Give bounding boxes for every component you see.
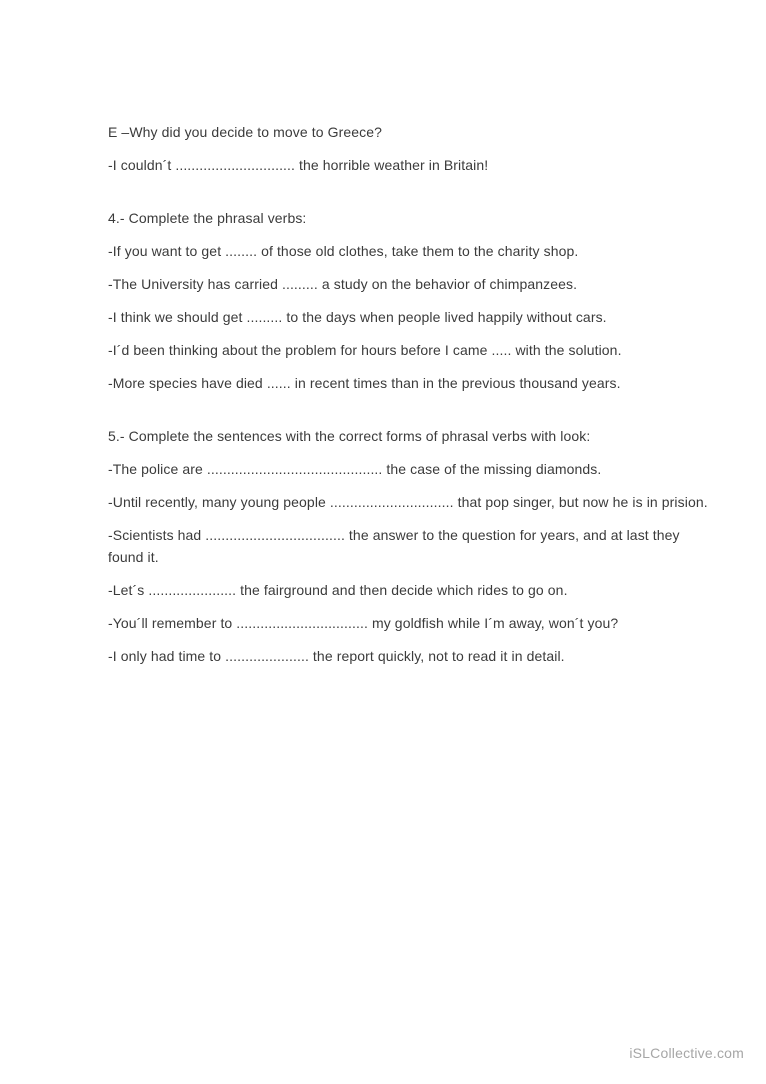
exercise4-item: -If you want to get ........ of those old clothes, take them to the charity shop. (108, 243, 579, 259)
exercise5-item: -The police are ............................................ the case of the missing diamonds. (108, 461, 602, 477)
exercise5-item: -Scientists had ................................... the answer to the question for years, and at last they (108, 527, 680, 543)
exercise4-item: -I´d been thinking about the problem for hours before I came ..... with the solution. (108, 342, 622, 358)
exercise4-item: -The University has carried ......... a study on the behavior of chimpanzees. (108, 276, 578, 292)
exercise5-item: -I only had time to ..................... the report quickly, not to read it in detail. (108, 648, 565, 664)
islcollective-watermark: iSLCollective.com (629, 1045, 744, 1061)
exercise5-heading: 5.- Complete the sentences with the correct forms of phrasal verbs with look: (108, 428, 591, 444)
exercise4-item: -I think we should get ......... to the days when people lived happily without cars. (108, 309, 607, 325)
exercise5-item: -You´ll remember to ................................. my goldfish while I´m away, won´t you? (108, 615, 619, 631)
exercise5-item: -Let´s ...................... the fairground and then decide which rides to go on. (108, 582, 568, 598)
exercise4-heading: 4.- Complete the phrasal verbs: (108, 210, 307, 226)
exercise4-item: -More species have died ...... in recent times than in the previous thousand years. (108, 375, 621, 391)
dialogue-answer: -I couldn´t .............................. the horrible weather in Britain! (108, 157, 489, 173)
worksheet-content (108, 122, 708, 679)
exercise5-item-wrap: found it. (108, 549, 159, 565)
exercise5-item: -Until recently, many young people ............................... that pop singer, but now he is in prision. (108, 494, 708, 510)
dialogue-question: E –Why did you decide to move to Greece? (108, 124, 383, 140)
